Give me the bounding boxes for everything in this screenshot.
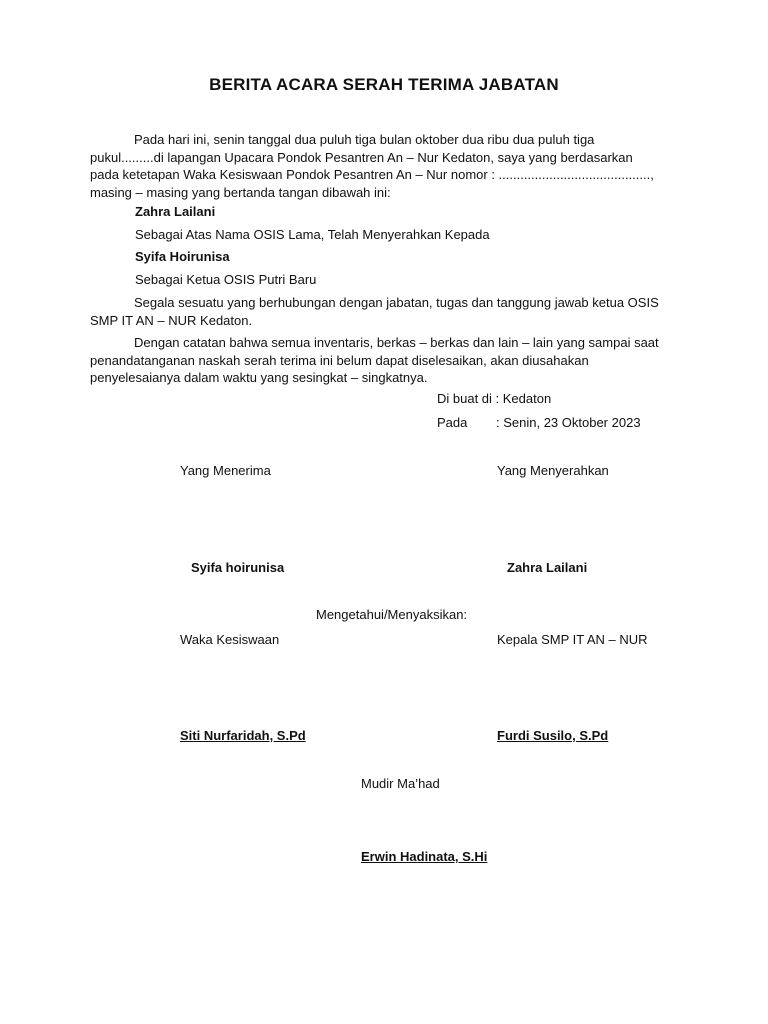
party2-name: Syifa Hoirunisa — [135, 249, 230, 264]
mudir-name: Erwin Hadinata, S.Hi — [361, 849, 488, 864]
place-label: Di buat di : Kedaton — [437, 391, 552, 406]
intro-paragraph — [90, 131, 665, 201]
giver-name: Zahra Lailani — [507, 560, 588, 575]
mudir-label: Mudir Ma’had — [361, 776, 440, 791]
note-text: Dengan catatan bahwa semua inventaris, berkas – berkas dan lain – lain yang sampai saat penandatanganan naskah serah terima ini belum dapat diselesaikan, akan diusahakan penyelesaianya dalam waktu yang sesingkat – singkatnya. — [90, 335, 659, 385]
party1-role: Sebagai Atas Nama OSIS Lama, Telah Menyerahkan Kepada — [135, 227, 490, 242]
note-paragraph — [90, 334, 665, 387]
intro-text: Pada hari ini, senin tanggal dua puluh tiga bulan oktober dua ribu dua puluh tiga pukul.........di lapangan Upacara Pondok Pesantren An – Nur Kedaton, saya yang berdasarkan pada ketetapan Waka Kesiswaan Pondok Pesantren An – Nur nomor : .........................................., masing – masing yang bertanda tangan dibawah ini: — [90, 132, 654, 200]
waka-label: Waka Kesiswaan — [180, 632, 280, 647]
party1-name: Zahra Lailani — [135, 204, 216, 219]
document-title: BERITA ACARA SERAH TERIMA JABATAN — [209, 75, 559, 94]
kepala-name: Furdi Susilo, S.Pd — [497, 728, 609, 743]
kepala-label: Kepala SMP IT AN – NUR — [497, 632, 648, 647]
date-key: Pada — [437, 415, 468, 430]
witness-heading: Mengetahui/Menyaksikan: — [316, 607, 468, 622]
handover-paragraph — [90, 294, 665, 329]
party2-role: Sebagai Ketua OSIS Putri Baru — [135, 272, 317, 287]
receiver-name: Syifa hoirunisa — [191, 560, 285, 575]
giver-label: Yang Menyerahkan — [497, 463, 609, 478]
waka-name: Siti Nurfaridah, S.Pd — [180, 728, 306, 743]
handover-text: Segala sesuatu yang berhubungan dengan jabatan, tugas dan tanggung jawab ketua OSIS SMP IT AN – NUR Kedaton. — [90, 295, 659, 328]
date-value: : Senin, 23 Oktober 2023 — [496, 415, 641, 430]
receiver-label: Yang Menerima — [180, 463, 271, 478]
